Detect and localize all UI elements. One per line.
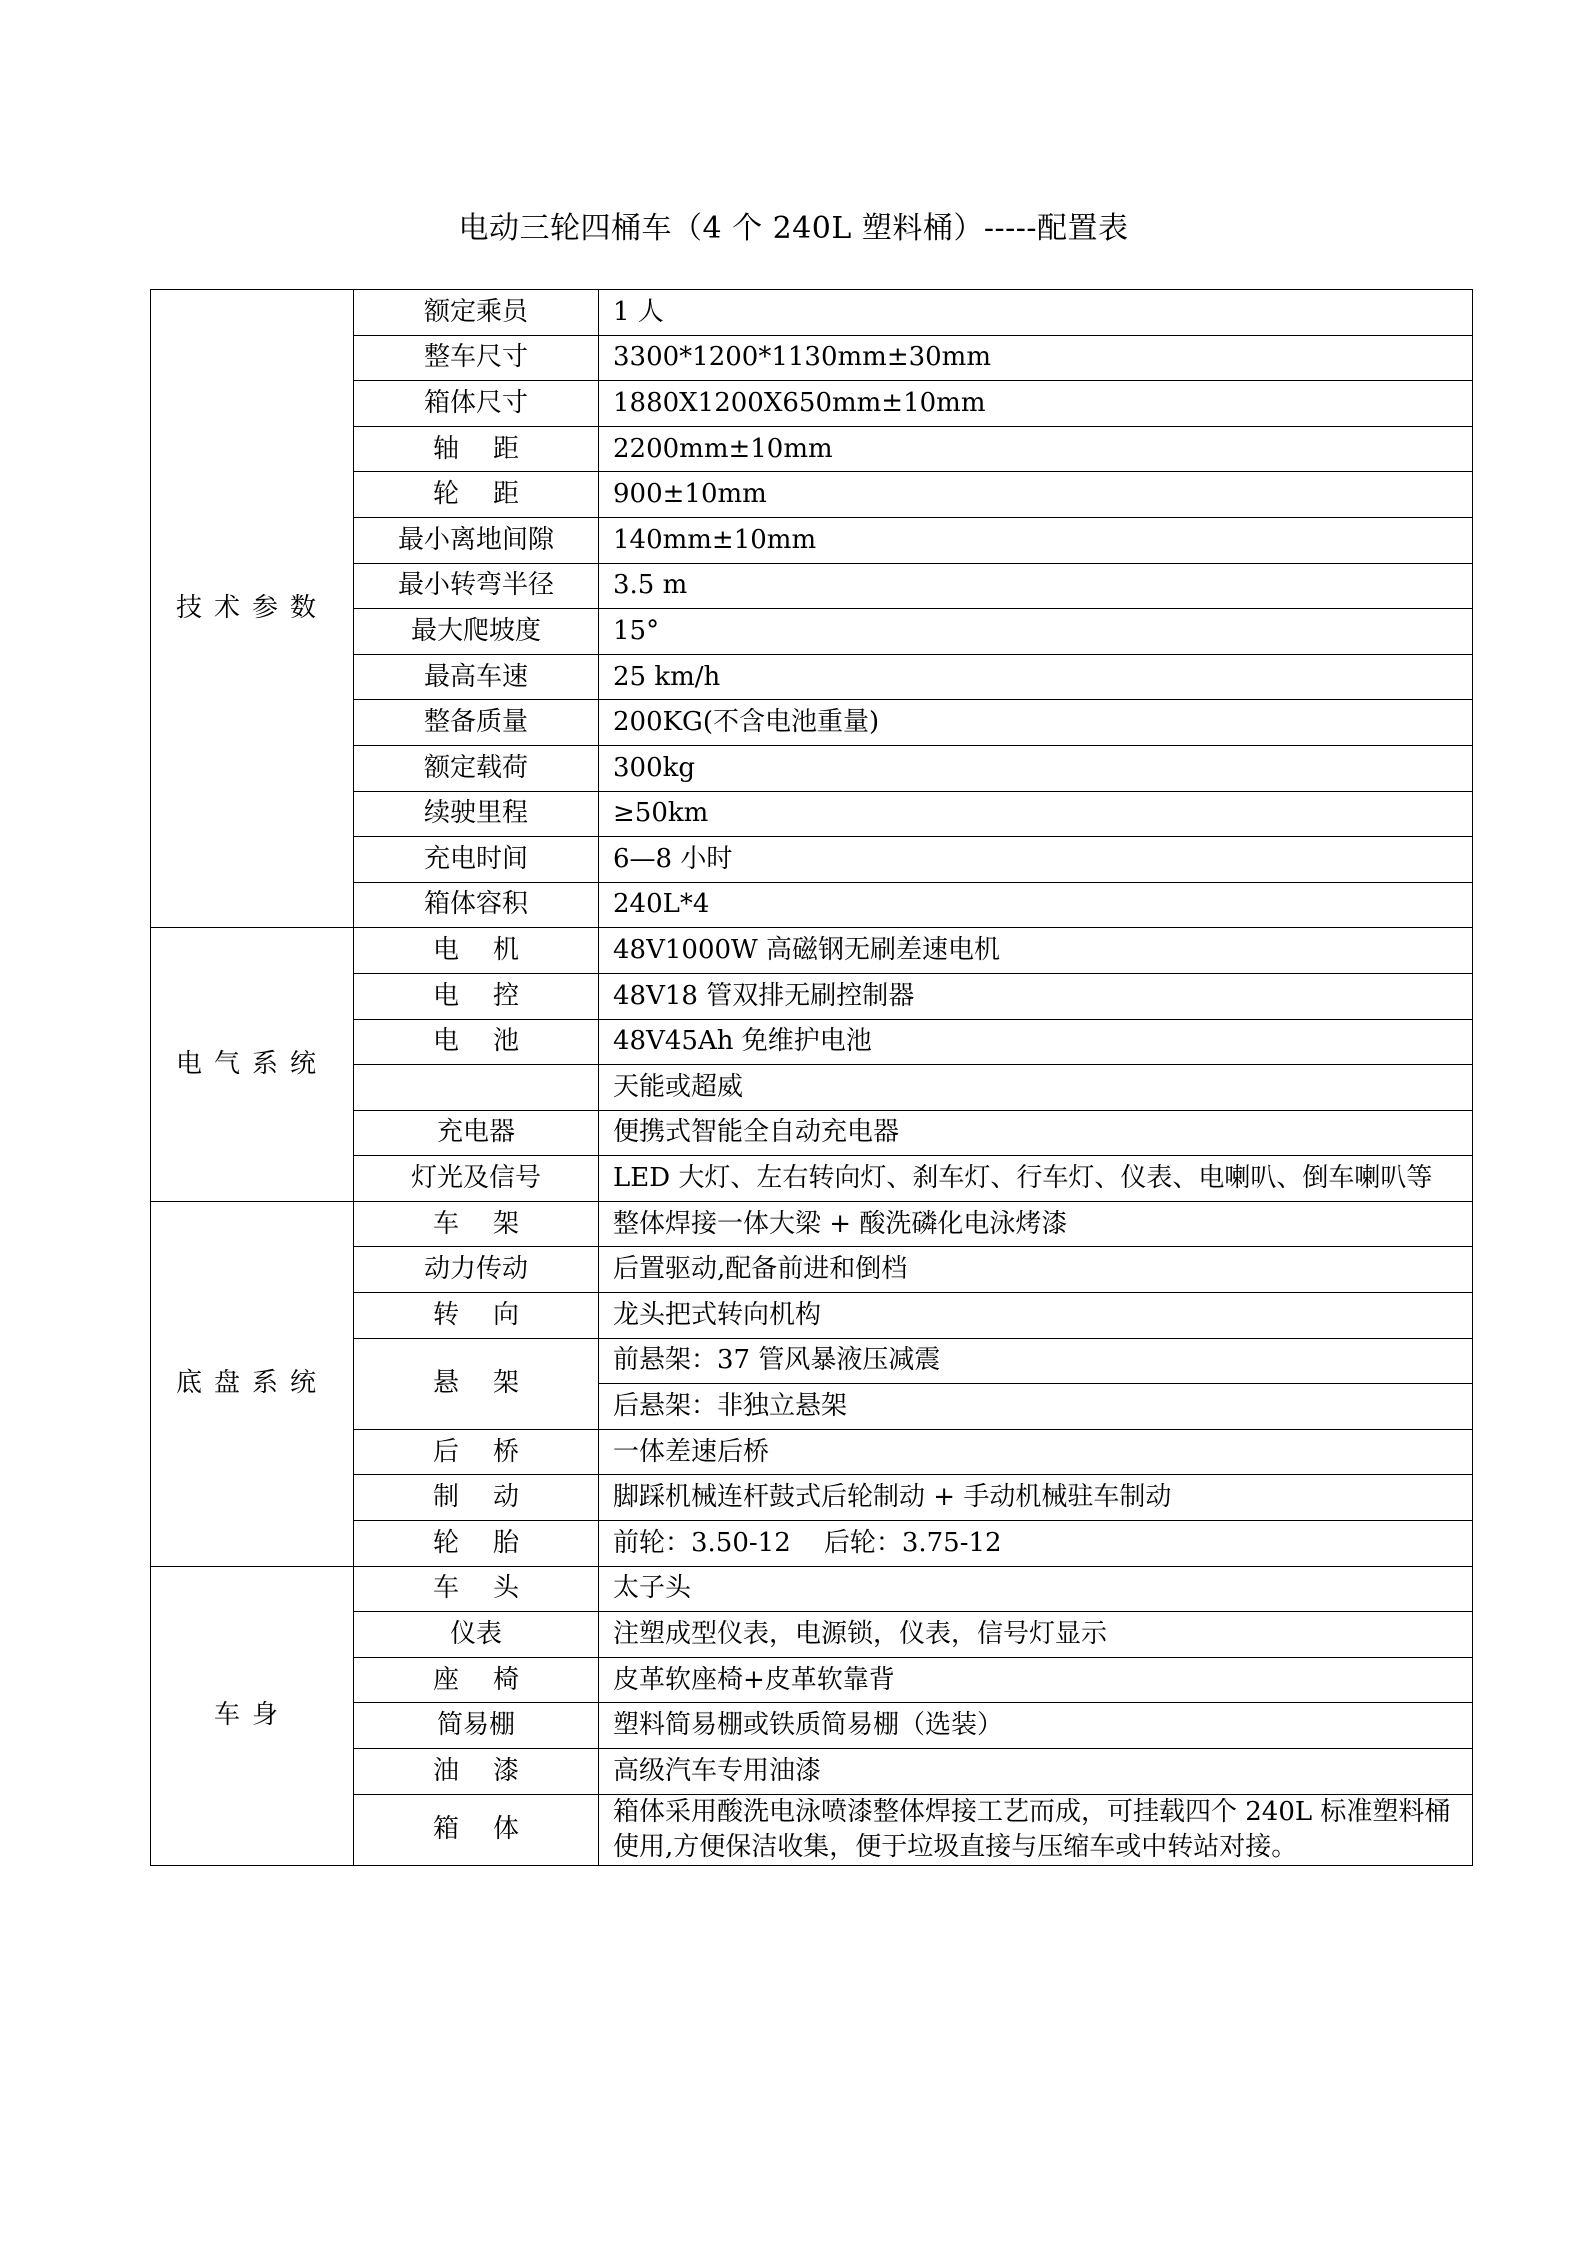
param-value: 塑料简易棚或铁质简易棚（选装） — [599, 1703, 1473, 1749]
document-title: 电动三轮四桶车（4 个 240L 塑料桶）-----配置表 — [458, 211, 1129, 246]
table-row — [151, 1566, 1473, 1612]
param-value: 皮革软座椅+皮革软靠背 — [599, 1657, 1473, 1703]
category-chassis: 底盘系统 — [151, 1201, 354, 1566]
param-label: 转向 — [354, 1293, 599, 1339]
param-value: ≥50km — [599, 791, 1473, 837]
param-value: 后悬架：非独立悬架 — [599, 1384, 1473, 1430]
param-label: 动力传动 — [354, 1247, 599, 1293]
param-label: 续驶里程 — [354, 791, 599, 837]
param-value: 1880X1200X650mm±10mm — [599, 381, 1473, 427]
param-label: 最小转弯半径 — [354, 563, 599, 609]
configuration-table — [150, 289, 1473, 1866]
param-label: 最大爬坡度 — [354, 609, 599, 655]
param-value: 3.5 m — [599, 563, 1473, 609]
param-label: 整备质量 — [354, 700, 599, 746]
param-label: 轮胎 — [354, 1521, 599, 1567]
param-value: 6—8 小时 — [599, 837, 1473, 883]
param-label: 制动 — [354, 1475, 599, 1521]
param-label: 轴距 — [354, 426, 599, 472]
param-value: 1 人 — [599, 290, 1473, 336]
param-value: 25 km/h — [599, 654, 1473, 700]
param-label: 充电器 — [354, 1110, 599, 1156]
param-value: 前悬架：37 管风暴液压减震 — [599, 1338, 1473, 1384]
param-label: 后桥 — [354, 1429, 599, 1475]
param-value: 整体焊接一体大梁 + 酸洗磷化电泳烤漆 — [599, 1201, 1473, 1247]
table-row — [151, 1201, 1473, 1247]
param-value: 箱体采用酸洗电泳喷漆整体焊接工艺而成，可挂载四个 240L 标准塑料桶使用,方便保洁收集，便于垃圾直接与压缩车或中转站对接。 — [599, 1794, 1473, 1865]
param-label: 箱体容积 — [354, 882, 599, 928]
param-value: 900±10mm — [599, 472, 1473, 518]
param-label: 箱体 — [354, 1794, 599, 1865]
param-label: 灯光及信号 — [354, 1156, 599, 1202]
param-value: 240L*4 — [599, 882, 1473, 928]
param-value: 一体差速后桥 — [599, 1429, 1473, 1475]
param-label: 座椅 — [354, 1657, 599, 1703]
param-value: 15° — [599, 609, 1473, 655]
param-label: 充电时间 — [354, 837, 599, 883]
param-label: 悬架 — [354, 1338, 599, 1429]
param-value: 48V18 管双排无刷控制器 — [599, 973, 1473, 1019]
category-body: 车身 — [151, 1566, 354, 1865]
param-label — [354, 1065, 599, 1111]
category-technical: 技术参数 — [151, 290, 354, 928]
param-label: 最高车速 — [354, 654, 599, 700]
param-value: 脚踩机械连杆鼓式后轮制动 + 手动机械驻车制动 — [599, 1475, 1473, 1521]
param-label: 油漆 — [354, 1749, 599, 1795]
param-label: 额定载荷 — [354, 745, 599, 791]
param-value: 3300*1200*1130mm±30mm — [599, 335, 1473, 381]
param-value: 200KG(不含电池重量) — [599, 700, 1473, 746]
param-value: 龙头把式转向机构 — [599, 1293, 1473, 1339]
param-value: 注塑成型仪表，电源锁，仪表，信号灯显示 — [599, 1612, 1473, 1658]
category-electrical: 电气系统 — [151, 928, 354, 1202]
param-label: 轮距 — [354, 472, 599, 518]
table-row — [151, 928, 1473, 974]
param-value: 太子头 — [599, 1566, 1473, 1612]
param-value: 300kg — [599, 745, 1473, 791]
param-label: 箱体尺寸 — [354, 381, 599, 427]
param-value: 天能或超威 — [599, 1065, 1473, 1111]
param-label: 电控 — [354, 973, 599, 1019]
param-value: 2200mm±10mm — [599, 426, 1473, 472]
param-label: 车头 — [354, 1566, 599, 1612]
param-value: 48V45Ah 免维护电池 — [599, 1019, 1473, 1065]
param-label: 电池 — [354, 1019, 599, 1065]
param-value: 48V1000W 高磁钢无刷差速电机 — [599, 928, 1473, 974]
param-label: 额定乘员 — [354, 290, 599, 336]
param-value: 便携式智能全自动充电器 — [599, 1110, 1473, 1156]
param-label: 车架 — [354, 1201, 599, 1247]
param-value: 后置驱动,配备前进和倒档 — [599, 1247, 1473, 1293]
param-label: 仪表 — [354, 1612, 599, 1658]
param-value: LED 大灯、左右转向灯、刹车灯、行车灯、仪表、电喇叭、倒车喇叭等 — [599, 1156, 1473, 1202]
param-value: 高级汽车专用油漆 — [599, 1749, 1473, 1795]
param-label: 整车尺寸 — [354, 335, 599, 381]
param-label: 最小离地间隙 — [354, 517, 599, 563]
param-value: 140mm±10mm — [599, 517, 1473, 563]
param-label: 简易棚 — [354, 1703, 599, 1749]
param-value: 前轮：3.50-12 后轮：3.75-12 — [599, 1521, 1473, 1567]
param-label: 电机 — [354, 928, 599, 974]
table-row — [151, 290, 1473, 336]
